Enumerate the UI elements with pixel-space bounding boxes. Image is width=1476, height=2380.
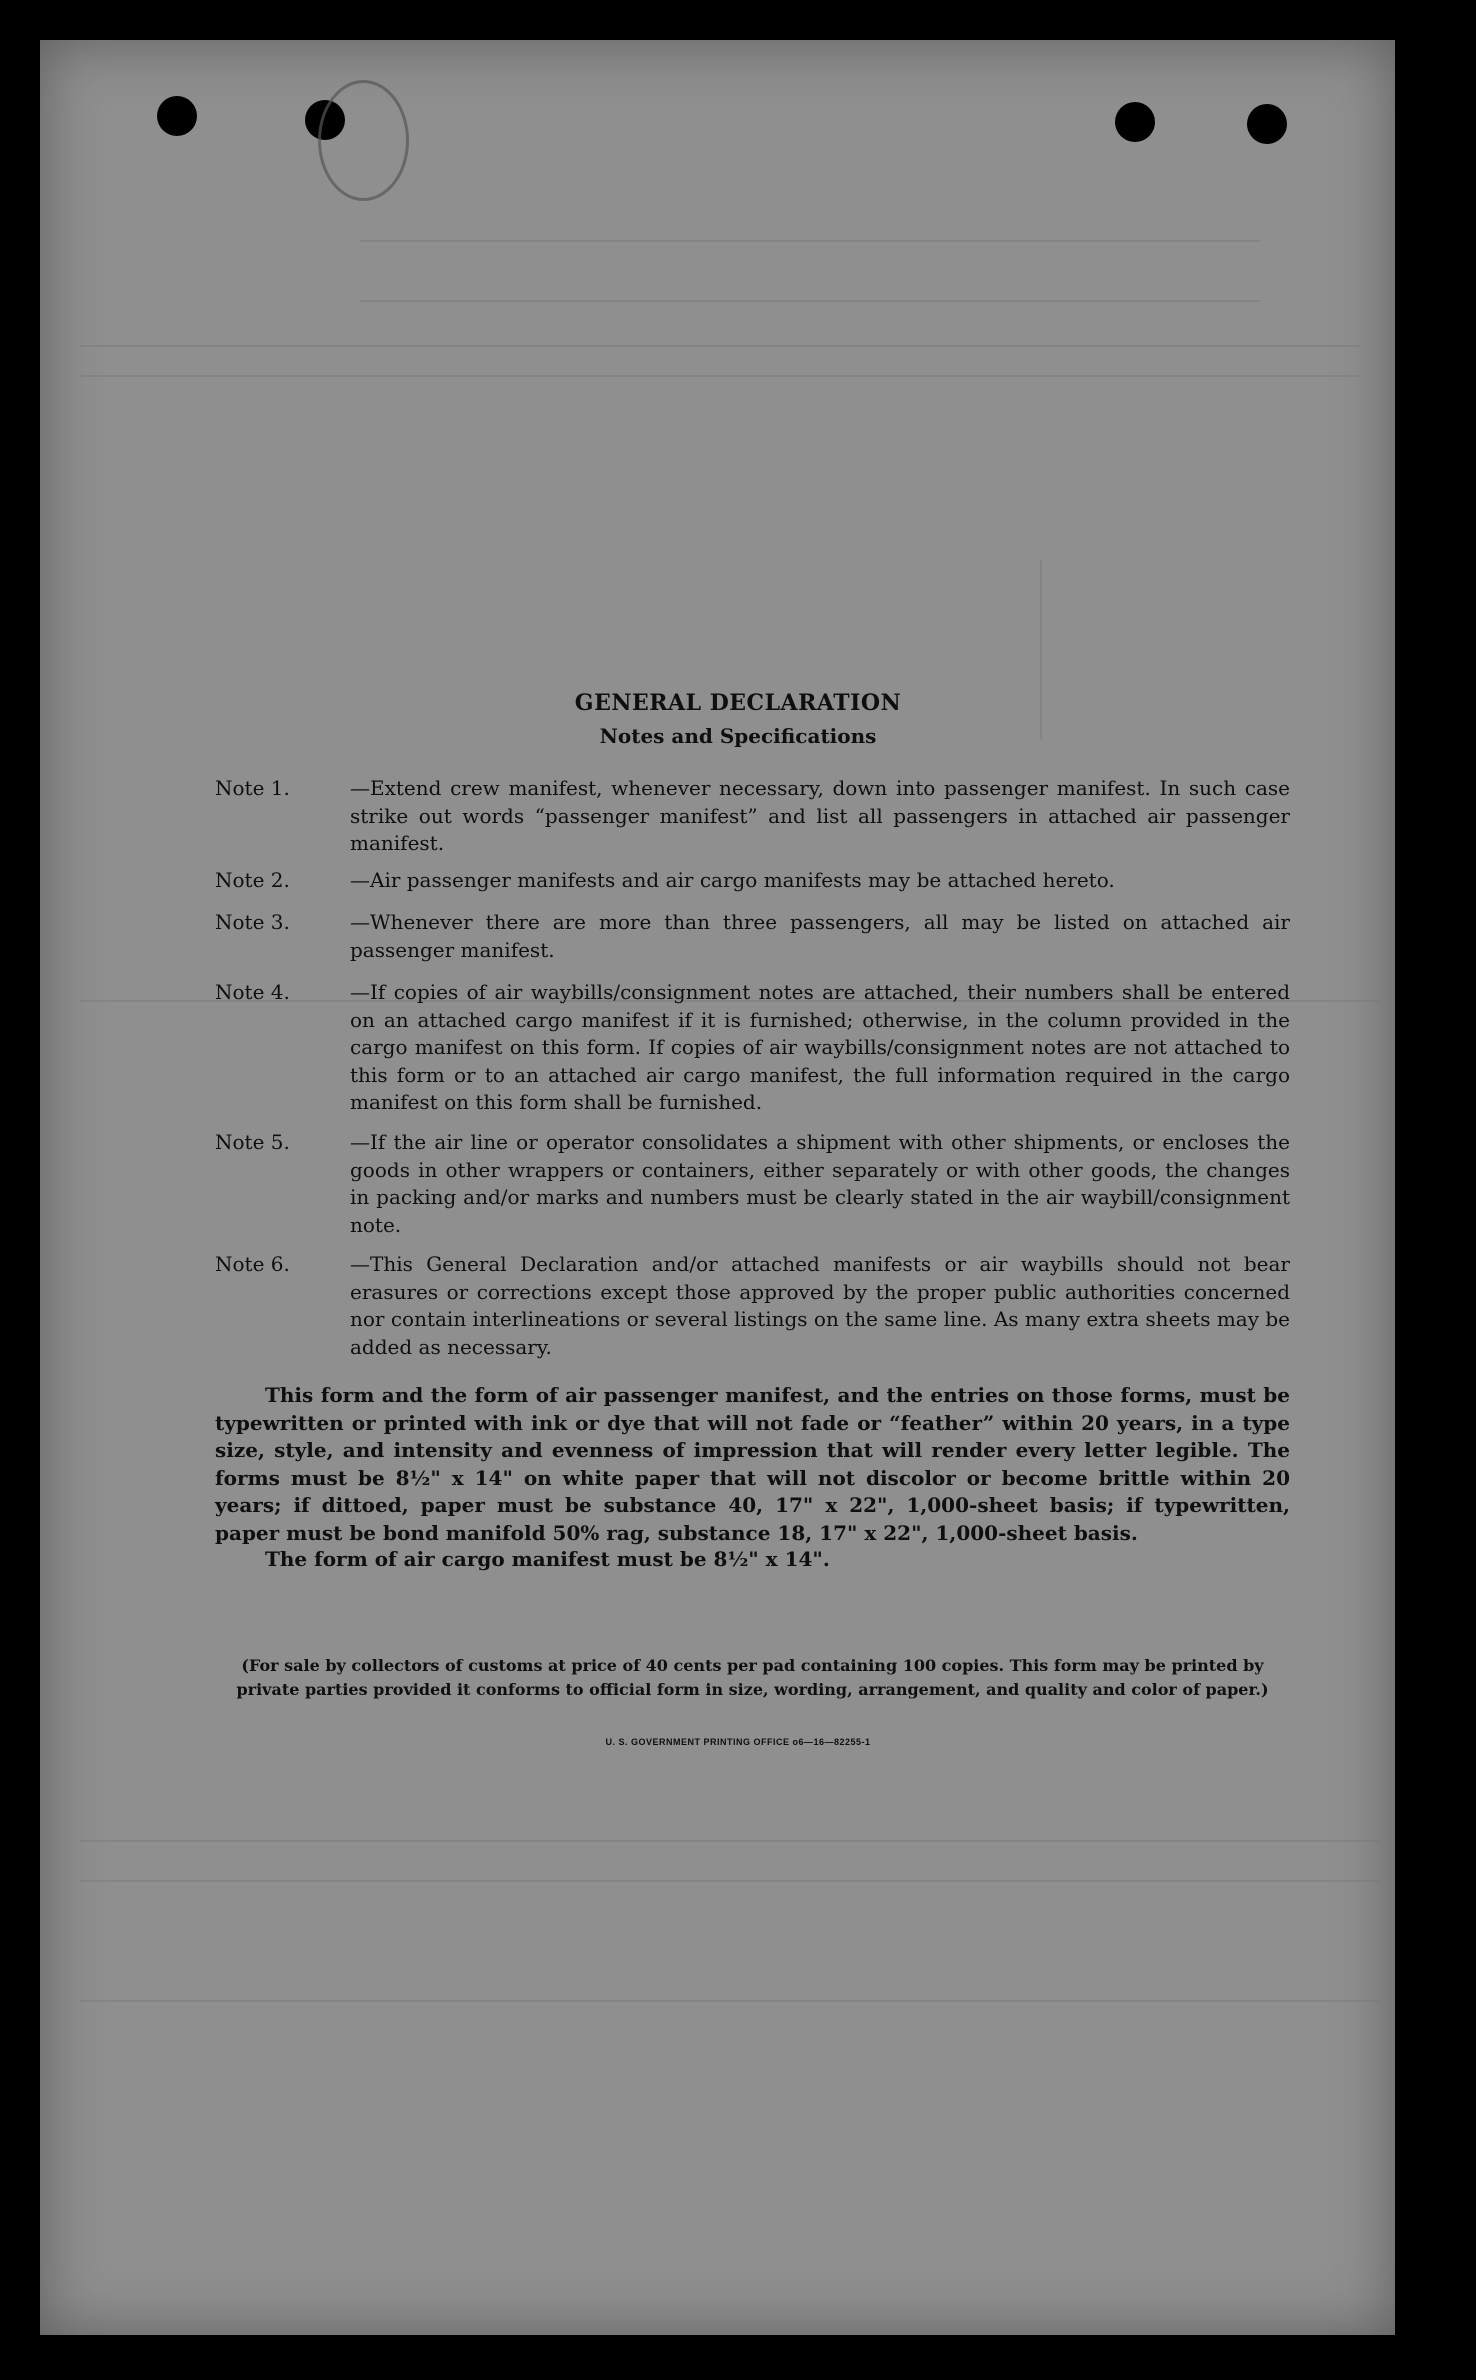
note-label: Note 2. — [215, 868, 290, 892]
sale-notice: (For sale by collectors of customs at price of 40 cents per pad containing 100 copies. This form may be printed by private parties provided it conforms to official form in size, wording, arrangement, and quality and color of paper.) — [236, 1656, 1269, 1699]
note-text: —This General Declaration and/or attached manifests or air waybills should not bear erasures or corrections except those approved by the proper public authorities concerned nor contain interlineations or several listings on the same line. As many extra sheets may be added as necessary. — [350, 1252, 1291, 1359]
note-4 — [215, 979, 1290, 1117]
note-label: Note 5. — [215, 1130, 290, 1154]
document-subtitle: Notes and Specifications — [599, 724, 877, 748]
cargo-form-size-line: The form of air cargo manifest must be 8½" x 14". — [265, 1547, 830, 1571]
note-6 — [215, 1251, 1290, 1361]
note-label: Note 6. — [215, 1252, 290, 1276]
form-specification-paragraph: This form and the form of air passenger manifest, and the entries on those forms, must be typewritten or printed with ink or dye that will not fade or “feather” within 20 years, in a type size, style, and intensity and evenness of impression that will render every letter legible. The forms must be 8½" x 14" on white paper that will not discolor or become brittle within 20 years; if dittoed, paper must be substance 40, 17" x 22", 1,000-sheet basis; if typewritten, paper must be bond manifold 50% rag, substance 18, 17" x 22", 1,000-sheet basis. — [215, 1383, 1290, 1545]
note-text: —If copies of air waybills/consignment notes are attached, their numbers shall be entered on an attached cargo manifest if it is furnished; otherwise, in the column provided in the cargo manifest on this form. If copies of air waybills/consignment notes are not attached to this form or to an attached air cargo manifest, the full information required in the cargo manifest on this form shall be furnished. — [350, 980, 1290, 1114]
note-text: —Whenever there are more than three passengers, all may be listed on attached air passenger manifest. — [350, 910, 1290, 962]
note-text: —Extend crew manifest, whenever necessary, down into passenger manifest. In such case strike out words “passenger manifest” and list all passengers in attached air passenger manifest. — [350, 776, 1290, 855]
note-2 — [215, 867, 1290, 895]
document-title: GENERAL DECLARATION — [574, 690, 902, 716]
note-text: —Air passenger manifests and air cargo manifests may be attached hereto. — [350, 868, 1115, 892]
printer-line: U. S. GOVERNMENT PRINTING OFFICE o6—16—82255-1 — [605, 1737, 871, 1747]
note-text: —If the air line or operator consolidates a shipment with other shipments, or encloses the goods in other wrappers or containers, either separately or with other goods, the changes in packing and/or marks and numbers must be clearly stated in the air waybill/consignment note. — [350, 1130, 1290, 1237]
note-label: Note 4. — [215, 980, 290, 1004]
note-5 — [215, 1129, 1290, 1239]
note-label: Note 1. — [215, 776, 290, 800]
note-1 — [215, 775, 1290, 858]
note-label: Note 3. — [215, 910, 290, 934]
note-3 — [215, 909, 1290, 964]
